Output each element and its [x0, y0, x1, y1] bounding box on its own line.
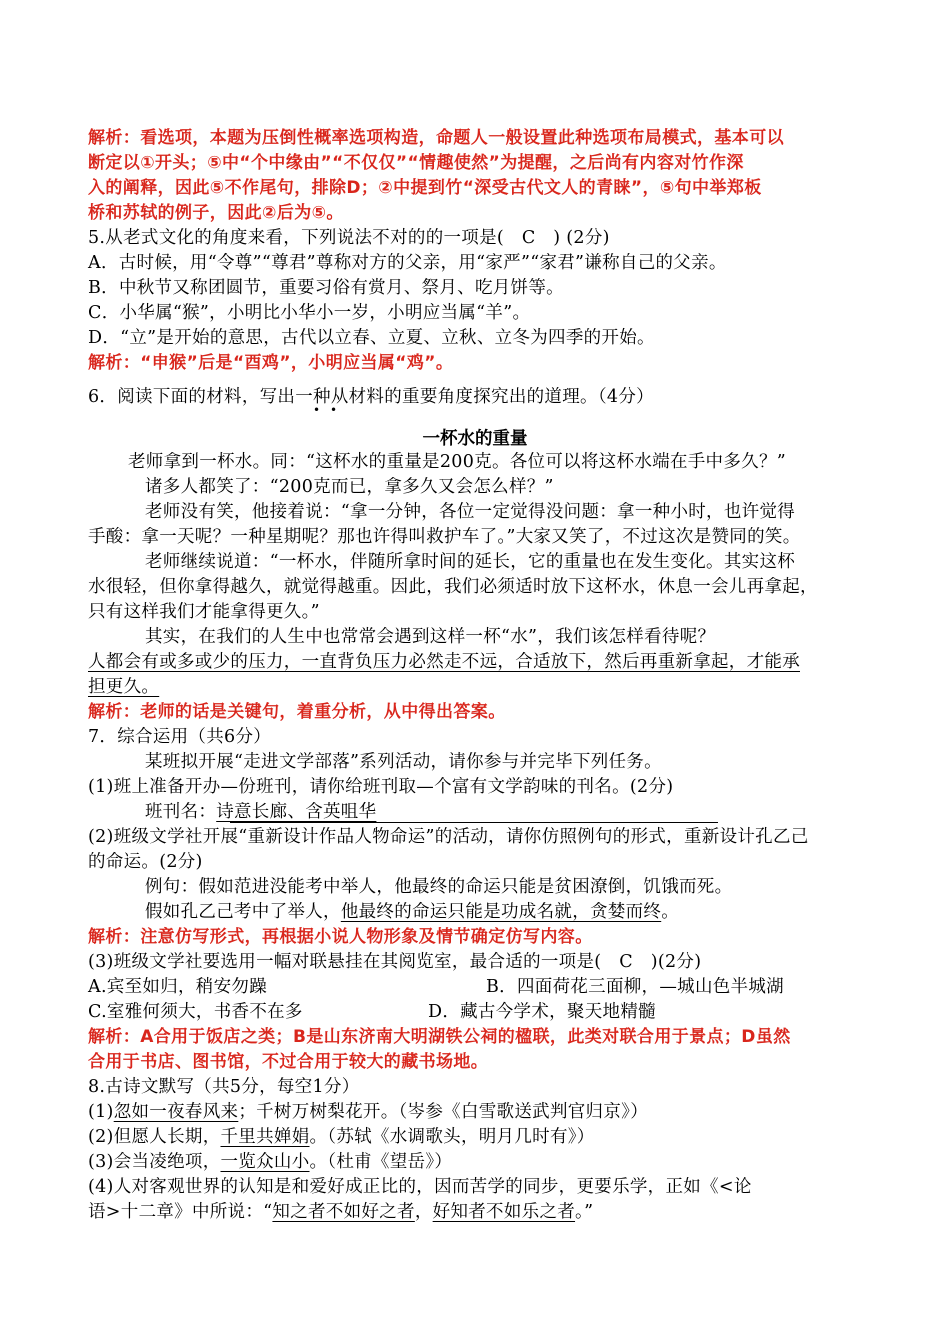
rewrite-suffix: 。	[661, 902, 680, 922]
question-7-part-1: (1)班上准备开办—份班刊，请你给班刊取—个富有文学韵味的刊名。(2分)	[88, 777, 674, 797]
question-6-analysis: 解析：老师的话是关键句，着重分析，从中得出答案。	[88, 702, 506, 722]
poem-line-4: (4)人对客观世界的认知是和爱好成正比的，因而苦学的同步，更要乐学，正如《<论	[88, 1177, 752, 1197]
rewrite-row	[145, 900, 679, 924]
question-8-stem: 8.古诗文默写（共5分，每空1分）	[88, 1077, 360, 1097]
passage-line: 诸多人都笑了：“200克而已，拿多久又会怎么样？”	[145, 477, 554, 497]
poem-text: 。（苏轼《水调歌头，明月几时有》）	[309, 1127, 595, 1147]
question-7-part-3: (3)班级文学社要选用一幅对联悬挂在其阅览室，最合适的一项是( C )(2分)	[88, 952, 702, 972]
question-5-option-d: D．“立”是开始的意思，古代以立春、立夏、立秋、立冬为四季的开始。	[88, 328, 655, 348]
magazine-name-answer: 诗意长廊、含英咀华	[216, 802, 377, 822]
passage-line: 手酸：拿一天呢？一种星期呢？那也许得叫救护车了。”大家又笑了，不过这次是赞同的笑。	[88, 527, 801, 547]
poem-text: ，	[414, 1202, 433, 1222]
poem-text: 。”	[575, 1202, 594, 1222]
poem-text: ；千树万树梨花开。（岑参《白雪歌送武判官归京》）	[238, 1102, 649, 1122]
question-7-intro: 某班拟开展“走进文学部落”系列活动，请你参与并完毕下列任务。	[145, 752, 662, 772]
passage-line: 老师没有笑，他接着说：“拿一分钟，各位一定觉得没问题：拿一种小时，也许觉得	[145, 502, 796, 522]
poem-answer: 一览众山小	[220, 1152, 310, 1172]
question-5-option-b: B．中秋节又称团圆节，重要习俗有赏月、祭月、吃月饼等。	[88, 278, 564, 298]
question-5-option-c: C．小华属“猴”，小明比小华小一岁，小明应当属“羊”。	[88, 303, 531, 323]
magazine-name-label: 班刊名：	[145, 802, 217, 822]
poem-answer: 千里共婵娟	[220, 1127, 310, 1147]
poem-text: 。（杜甫《望岳》）	[309, 1152, 453, 1172]
analysis-line: 断定以①开头；⑤中“个中缘由”“不仅仅”“情趣使然”为提醒，之后尚有内容对竹作深	[88, 153, 744, 173]
passage-line: 老师继续说道：“一杯水，伴随所拿时间的延长，它的重量也在发生变化。其实这杯	[145, 552, 796, 572]
poem-answer: 忽如一夜春风来	[113, 1102, 239, 1122]
couplet-option-d: D．藏古今学术，聚天地精髓	[428, 1002, 656, 1022]
couplet-option-c: C.室雅何须大，书香不在多	[88, 1002, 303, 1022]
question-7-part-2: 的命运。(2分)	[88, 852, 203, 872]
question-5-analysis: 解析：“申猴”后是“酉鸡”，小明应当属“鸡”。	[88, 353, 454, 373]
passage-title: 一杯水的重量	[422, 429, 528, 449]
question-6-stem: 6．阅读下面的材料，写出一种从材料的重要角度探究出的道理。（4分）	[88, 387, 654, 407]
question-7-stem: 7．综合运用（共6分）	[88, 727, 272, 747]
question-6-answer: 担更久。	[88, 677, 160, 697]
analysis-line: 入的阐释，因此⑤不作尾句，排除D；②中提到竹“深受古代文人的青睐”，⑤句中举郑板	[88, 178, 762, 198]
poem-line-3	[88, 1150, 452, 1174]
poem-text: (2)但愿人长期，	[88, 1127, 221, 1147]
poem-line-2	[88, 1125, 595, 1149]
question-7-part-2-analysis: 解析：注意仿写形式，再根据小说人物形象及情节确定仿写内容。	[88, 927, 593, 947]
couplet-option-a: A.宾至如归，稍安勿躁	[88, 977, 267, 997]
rewrite-answer: 他最终的命运只能是功成名就，贪婪而终	[340, 902, 662, 922]
couplet-option-b: B．四面荷花三面柳，—城山色半城湖	[486, 977, 784, 997]
poem-answer: 知之者不如好之者	[272, 1202, 415, 1222]
passage-line: 其实，在我们的人生中也常常会遇到这样一杯“水”，我们该怎样看待呢？	[145, 627, 716, 647]
question-5-stem: 5.从老式文化的角度来看，下列说法不对的的一项是( C ) (2分)	[88, 228, 610, 248]
question-7-part-2: (2)班级文学社开展“重新设计作品人物命运”的活动，请你仿照例句的形式，重新设计孔乙己	[88, 827, 809, 847]
emphasis-dot: •	[313, 403, 321, 417]
poem-line-4b	[88, 1200, 593, 1224]
passage-line: 老师拿到一杯水。同：“这杯水的重量是200克。各位可以将这杯水端在手中多久？”	[128, 452, 786, 472]
analysis-line: 桥和苏轼的例子，因此②后为⑤。	[88, 203, 344, 223]
rewrite-prefix: 假如孔乙己考中了举人，	[145, 902, 341, 922]
poem-text: (3)会当凌绝项，	[88, 1152, 221, 1172]
magazine-name-row	[145, 800, 376, 824]
poem-text: 语>十二章》中所说：“	[88, 1202, 273, 1222]
emphasis-dot: •	[330, 403, 338, 417]
example-sentence: 例句：假如范进没能考中举人，他最终的命运只能是贫困潦倒，饥饿而死。	[145, 877, 733, 897]
question-7-part-3-analysis: 合用于书店、图书馆，不过合用于较大的藏书场地。	[88, 1052, 489, 1072]
question-5-option-a: A．古时候，用“令尊”“尊君”尊称对方的父亲，用“家严”“家君”谦称自己的父亲。	[88, 253, 727, 273]
passage-line: 只有这样我们才能拿得更久。”	[88, 602, 320, 622]
answer-line	[230, 822, 718, 823]
poem-line-1	[88, 1100, 648, 1124]
analysis-line: 解析：看选项，本题为压倒性概率选项构造，命题人一般设置此种选项布局模式，基本可以	[88, 128, 784, 148]
passage-line: 水很轻，但你拿得越久，就觉得越重。因此，我们必须适时放下这杯水，休息一会儿再拿起，	[88, 577, 818, 597]
poem-number: (1)	[88, 1102, 114, 1122]
poem-answer: 好知者不如乐之者	[432, 1202, 576, 1222]
question-7-part-3-analysis: 解析：A合用于饭店之类；B是山东济南大明湖铁公祠的楹联，此类对联合用于景点；D虽然	[88, 1027, 791, 1047]
question-6-answer: 人都会有或多或少的压力，一直背负压力必然走不远，合适放下，然后再重新拿起，才能承	[88, 652, 800, 672]
